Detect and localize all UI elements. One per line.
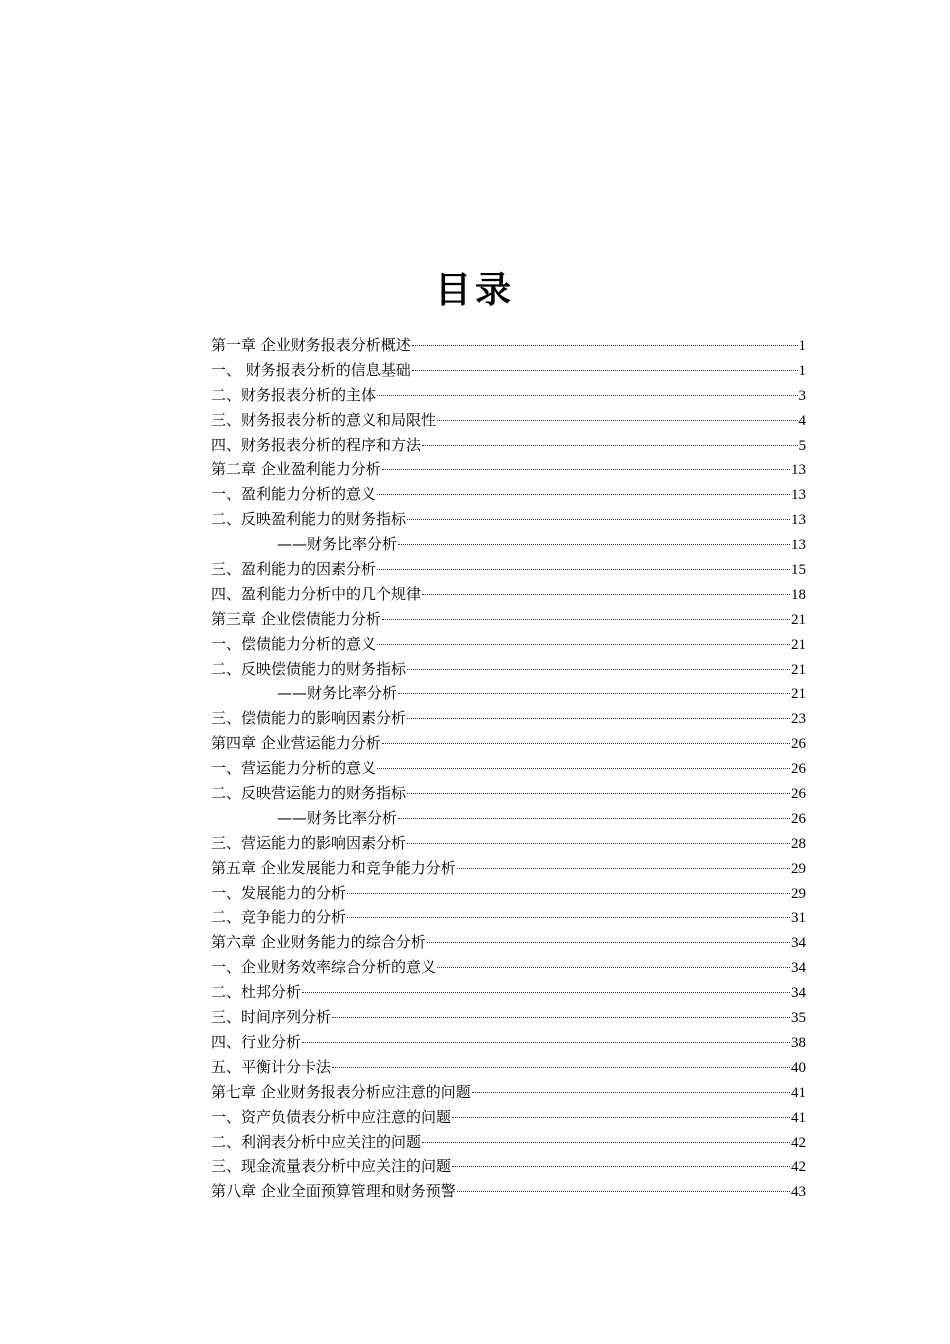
toc-entry-label: 二、反映盈利能力的财务指标 [211,510,407,529]
toc-entry[interactable] [211,457,806,482]
toc-entry[interactable] [211,358,806,383]
toc-entry[interactable] [211,482,806,507]
toc-entry-label: 一、偿债能力分析的意义 [211,634,377,653]
toc-entry-page-number: 21 [791,686,806,703]
toc-entry-label: 一、 财务报表分析的信息基础 [211,360,411,379]
toc-entry-label: 三、时间序列分析 [211,1008,332,1027]
toc-entry-page-number: 42 [791,1159,806,1176]
dot-leader [377,395,797,396]
toc-entry[interactable] [211,507,806,532]
toc-entry[interactable] [211,408,806,433]
toc-entry-page-number: 26 [791,786,806,803]
dot-leader [377,569,790,570]
toc-entry-label: 一、资产负债表分析中应注意的问题 [211,1107,452,1126]
toc-entry-page-number: 3 [798,387,806,404]
dot-leader [347,893,790,894]
toc-entry[interactable] [211,333,806,358]
toc-entry-label: 一、盈利能力分析的意义 [211,485,377,504]
dot-leader [398,693,790,694]
dot-leader [437,420,797,421]
dot-leader [412,345,798,346]
dot-leader [377,644,790,645]
toc-entry-page-number: 1 [798,338,806,354]
toc-entry[interactable] [211,706,806,731]
dot-leader [382,743,790,744]
dot-leader [332,1067,790,1068]
dot-leader [412,370,798,371]
dot-leader [302,1042,790,1043]
dot-leader [422,445,797,446]
dot-leader [422,1142,790,1143]
toc-entry-page-number: 40 [791,1059,806,1076]
dot-leader [377,768,790,769]
toc-entry-page-number: 21 [791,611,806,628]
toc-entry[interactable] [211,905,806,930]
toc-entry[interactable] [211,1105,806,1130]
toc-entry[interactable] [211,607,806,632]
toc-entry-label: 三、营运能力的影响因素分析 [211,833,407,852]
toc-entry-page-number: 35 [791,1010,806,1027]
dot-leader [427,942,790,943]
toc-entry[interactable] [211,582,806,607]
toc-entry-label: 三、财务报表分析的意义和局限性 [211,410,437,429]
toc-entry[interactable] [211,532,806,557]
toc-entry-page-number: 38 [791,1034,806,1051]
toc-entry[interactable] [211,1179,806,1204]
toc-entry-label: 二、利润表分析中应关注的问题 [211,1132,422,1151]
toc-list [211,333,806,1204]
toc-entry-page-number: 34 [791,935,806,952]
toc-entry-label: 二、杜邦分析 [211,983,302,1002]
toc-entry-label: 三、现金流量表分析中应关注的问题 [211,1157,452,1176]
dot-leader [332,1017,790,1018]
toc-entry[interactable] [211,881,806,906]
toc-entry-page-number: 13 [791,537,806,554]
toc-entry[interactable] [211,930,806,955]
toc-entry-label: ——财务比率分析 [277,535,398,554]
toc-entry-label: ——财务比率分析 [277,808,398,827]
dot-leader [407,793,790,794]
toc-entry-label: 一、发展能力的分析 [211,883,347,902]
toc-entry[interactable] [211,955,806,980]
dot-leader [302,992,790,993]
toc-entry[interactable] [211,1154,806,1179]
dot-leader [398,818,790,819]
toc-entry-page-number: 41 [791,1109,806,1126]
toc-entry[interactable] [211,806,806,831]
toc-entry-label: 三、偿债能力的影响因素分析 [211,709,407,728]
toc-entry[interactable] [211,632,806,657]
dot-leader [382,469,790,470]
dot-leader [407,718,790,719]
dot-leader [472,1092,790,1093]
toc-entry-label: 四、盈利能力分析中的几个规律 [211,584,422,603]
toc-entry-page-number: 34 [791,960,806,977]
toc-entry-page-number: 21 [791,661,806,678]
toc-entry-label: 第五章 企业发展能力和竞争能力分析 [211,858,456,877]
toc-entry[interactable] [211,383,806,408]
toc-entry-page-number: 34 [791,985,806,1002]
toc-entry-page-number: 41 [791,1084,806,1101]
dot-leader [422,594,790,595]
toc-entry-page-number: 26 [791,736,806,753]
toc-entry-label: 第八章 企业全面预算管理和财务预警 [211,1182,456,1201]
toc-entry[interactable] [211,1055,806,1080]
toc-entry-label: ——财务比率分析 [277,684,398,703]
toc-entry[interactable] [211,831,806,856]
toc-entry-label: 第四章 企业营运能力分析 [211,734,381,753]
toc-entry[interactable] [211,731,806,756]
toc-entry-page-number: 42 [791,1134,806,1151]
toc-entry[interactable] [211,1030,806,1055]
toc-entry-page-number: 15 [791,562,806,579]
toc-entry-label: 第七章 企业财务报表分析应注意的问题 [211,1082,471,1101]
dot-leader [407,519,790,520]
toc-entry-page-number: 13 [791,487,806,504]
dot-leader [452,1166,790,1167]
toc-entry-label: 四、行业分析 [211,1032,302,1051]
toc-entry-page-number: 1 [798,362,806,379]
toc-entry-page-number: 4 [798,412,806,429]
toc-entry-page-number: 13 [791,512,806,529]
toc-entry-page-number: 5 [798,437,806,454]
toc-entry-label: 三、盈利能力的因素分析 [211,560,377,579]
toc-entry-label: 一、企业财务效率综合分析的意义 [211,958,437,977]
toc-entry-label: 二、反映营运能力的财务指标 [211,784,407,803]
toc-entry[interactable] [211,980,806,1005]
dot-leader [407,669,790,670]
toc-entry-label: 二、反映偿债能力的财务指标 [211,659,407,678]
toc-title: 目录 [434,270,515,311]
dot-leader [347,917,790,918]
toc-entry[interactable] [211,681,806,706]
toc-entry-label: 第六章 企业财务能力的综合分析 [211,933,426,952]
toc-entry[interactable] [211,756,806,781]
dot-leader [407,843,790,844]
toc-entry-label: 第二章 企业盈利能力分析 [211,460,381,479]
toc-entry-label: 二、财务报表分析的主体 [211,385,377,404]
toc-entry-page-number: 28 [791,835,806,852]
toc-entry-page-number: 26 [791,761,806,778]
dot-leader [382,619,790,620]
toc-entry[interactable] [211,433,806,458]
dot-leader [398,544,790,545]
toc-entry-label: 一、营运能力分析的意义 [211,759,377,778]
dot-leader [457,1191,790,1192]
toc-entry-label: 四、财务报表分析的程序和方法 [211,435,422,454]
toc-entry-page-number: 13 [791,462,806,479]
toc-entry[interactable] [211,1080,806,1105]
toc-entry-label: 第一章 企业财务报表分析概述 [211,336,411,354]
toc-entry-label: 五、平衡计分卡法 [211,1057,332,1076]
dot-leader [457,868,790,869]
toc-entry-page-number: 26 [791,810,806,827]
dot-leader [377,494,790,495]
dot-leader [437,967,790,968]
toc-entry-page-number: 18 [791,586,806,603]
toc-entry[interactable] [211,1130,806,1155]
toc-entry[interactable] [211,557,806,582]
toc-entry[interactable] [211,1005,806,1030]
toc-entry-page-number: 21 [791,636,806,653]
toc-entry-page-number: 31 [791,910,806,927]
toc-entry-page-number: 29 [791,885,806,902]
toc-entry[interactable] [211,657,806,682]
toc-entry[interactable] [211,856,806,881]
toc-entry-label: 二、竞争能力的分析 [211,908,347,927]
toc-entry-page-number: 43 [791,1184,806,1201]
toc-entry[interactable] [211,781,806,806]
toc-entry-page-number: 29 [791,860,806,877]
toc-entry-page-number: 23 [791,711,806,728]
dot-leader [452,1117,790,1118]
toc-entry-label: 第三章 企业偿债能力分析 [211,609,381,628]
